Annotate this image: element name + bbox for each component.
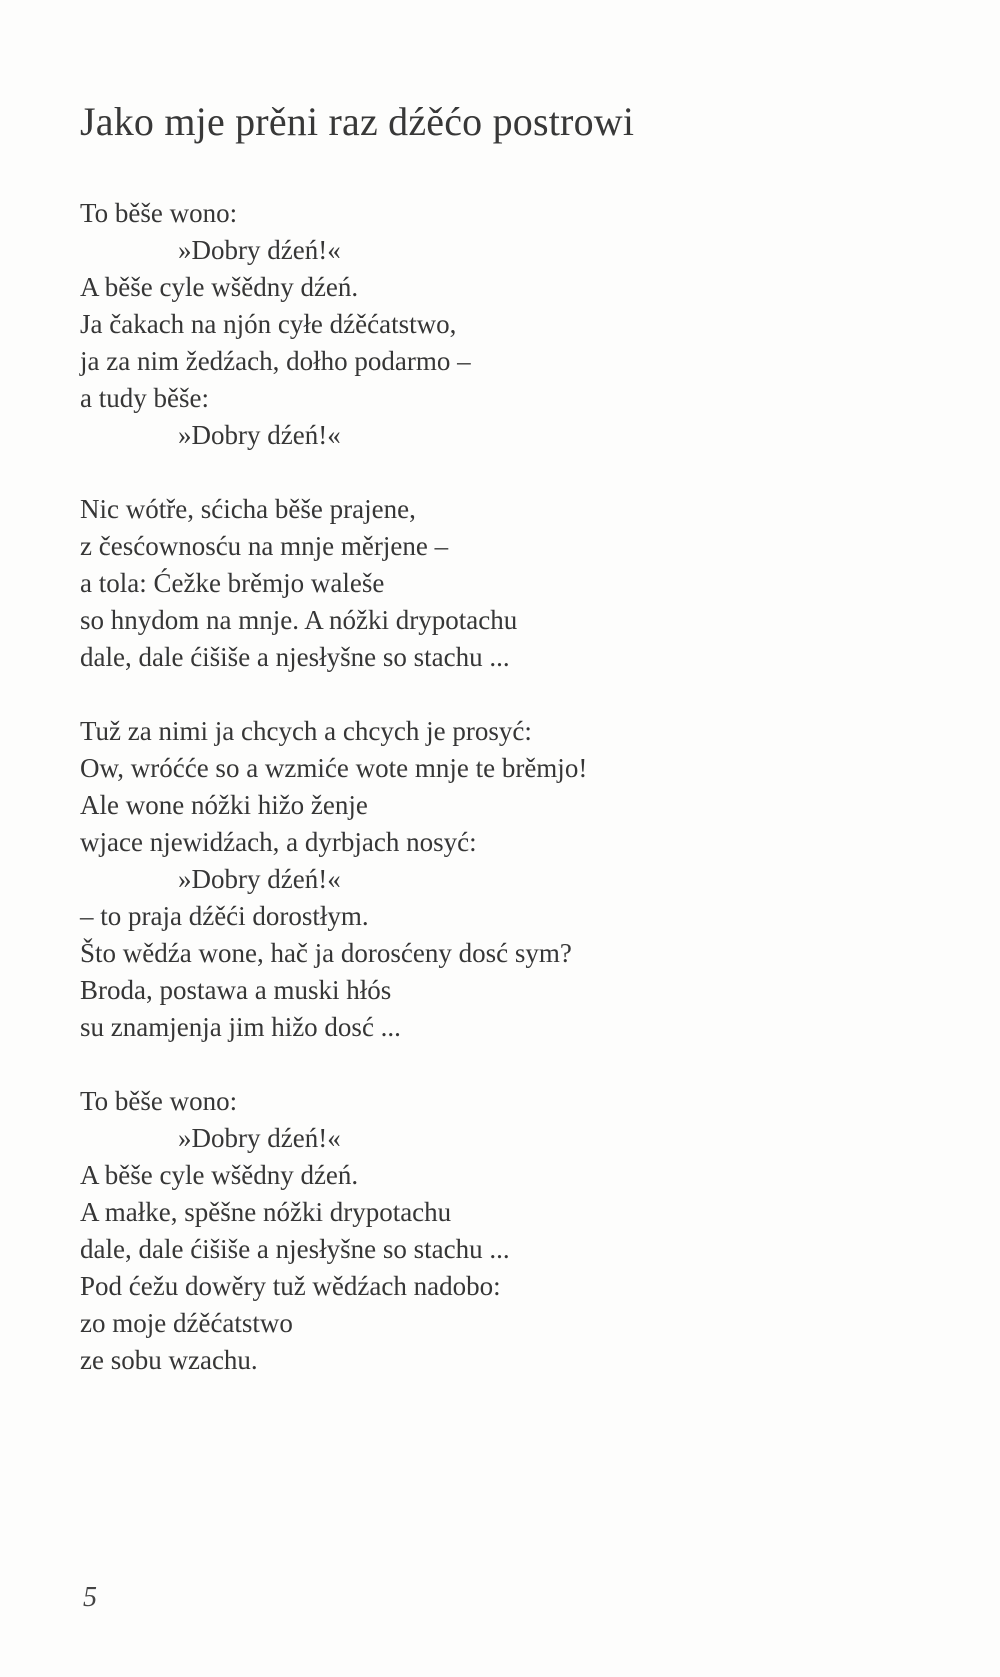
poem-line-indented: »Dobry dźeń!« (178, 864, 341, 894)
poem-line-indented: »Dobry dźeń!« (178, 1123, 341, 1153)
poem-line: A běše cyle wšědny dźeń. (80, 1160, 359, 1190)
page-number: 5 (83, 1582, 97, 1613)
poem-line: a tola: Ćežke brěmjo waleše (80, 568, 385, 598)
stanza-2 (80, 491, 780, 676)
stanza-3 (80, 713, 780, 1046)
poem-line: Nic wótře, sćicha běše prajene, (80, 494, 416, 524)
poem-line: Broda, postawa a muski hłós (80, 975, 392, 1005)
poem-line: – to praja dźěći dorostłym. (80, 901, 369, 931)
poem-line: su znamjenja jim hižo dosć ... (80, 1012, 401, 1042)
poem-line: A małke, spěšne nóžki drypotachu (80, 1197, 452, 1227)
poem-line: so hnydom na mnje. A nóžki drypotachu (80, 605, 518, 635)
poem-line: dale, dale ćišiše a njesłyšne so stachu ... (80, 642, 510, 672)
poem-line: z česćownosću na mnje měrjene – (80, 531, 449, 561)
poem-line: ze sobu wzachu. (80, 1345, 258, 1375)
poem-line: To běše wono: (80, 1086, 238, 1116)
poem-line: A běše cyle wšědny dźeń. (80, 272, 359, 302)
poem-title: Jako mje prěni raz dźěćo postrowi (80, 99, 635, 144)
poem-line: a tudy běše: (80, 383, 209, 413)
poem-line: dale, dale ćišiše a njesłyšne so stachu ... (80, 1234, 510, 1264)
poem-line: Ja čakach na njón cyłe dźěćatstwo, (80, 309, 457, 339)
poem-line: Pod ćežu dowěry tuž wědźach nadobo: (80, 1271, 501, 1301)
poem-body (80, 195, 780, 1416)
poem-line: Ale wone nóžki hižo ženje (80, 790, 368, 820)
poem-line: To běše wono: (80, 198, 238, 228)
poem-line-indented: »Dobry dźeń!« (178, 420, 341, 450)
stanza-4 (80, 1083, 780, 1379)
poem-line: Što wědźa wone, hač ja dorosćeny dosć sym? (80, 938, 572, 968)
poem-line: ja za nim žedźach, dołho podarmo – (80, 346, 471, 376)
stanza-1 (80, 195, 780, 454)
poem-line: zo moje dźěćatstwo (80, 1308, 293, 1338)
poem-line: Ow, wróćće so a wzmiće wote mnje te brěmjo! (80, 753, 588, 783)
poem-line-indented: »Dobry dźeń!« (178, 235, 341, 265)
poem-line: wjace njewidźach, a dyrbjach nosyć: (80, 827, 477, 857)
poem-line: Tuž za nimi ja chcych a chcych je prosyć: (80, 716, 532, 746)
